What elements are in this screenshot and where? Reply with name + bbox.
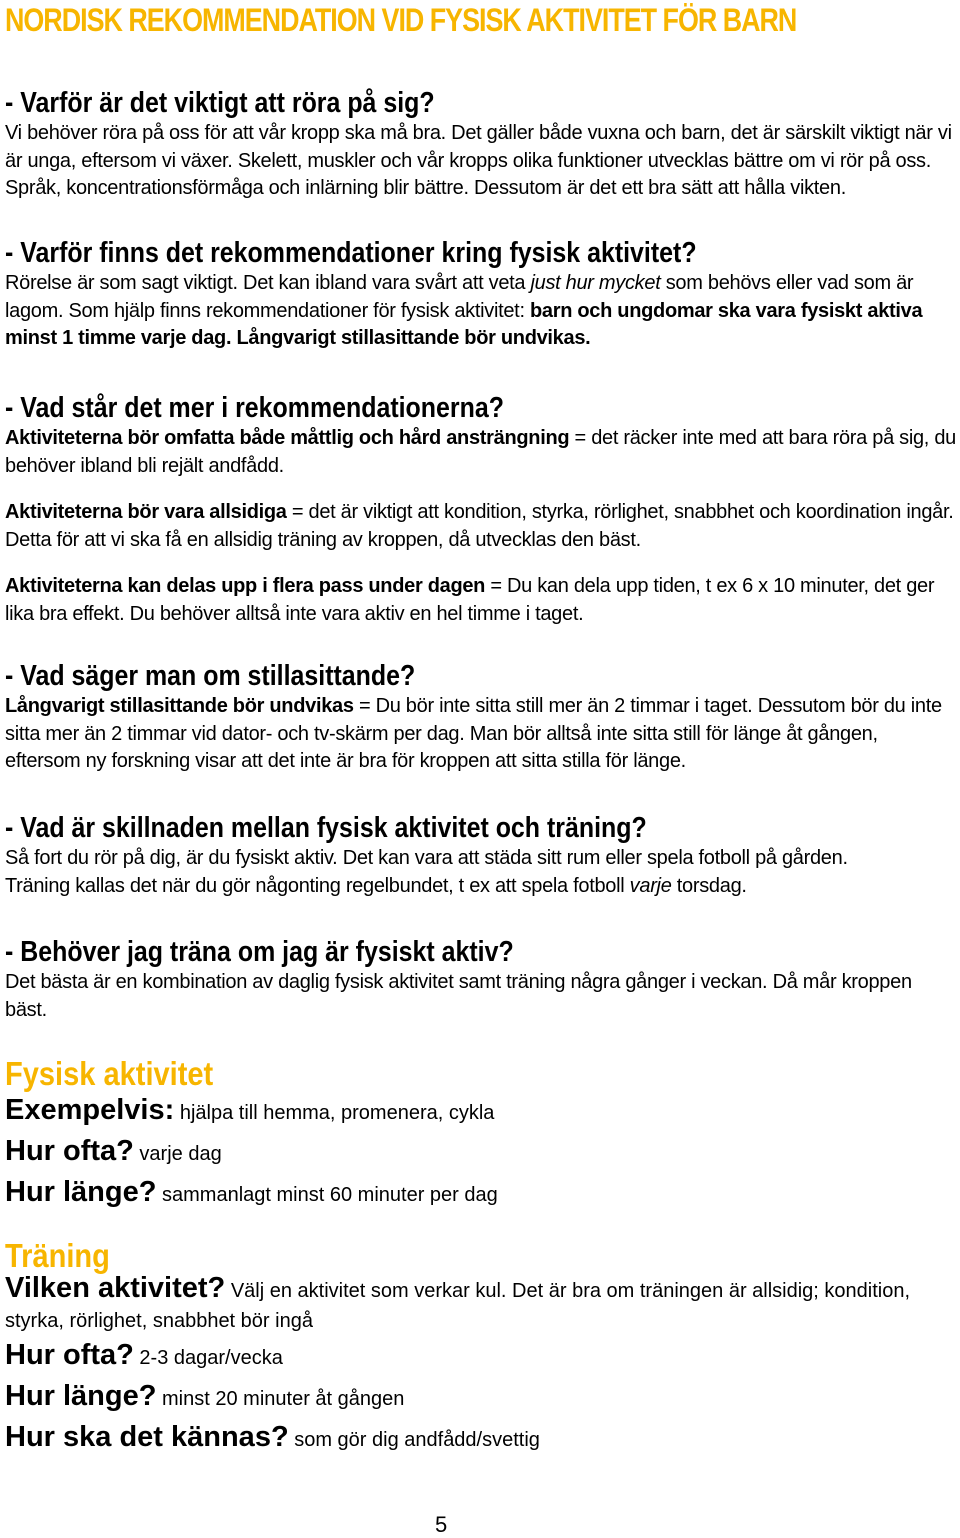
qa-row: Hur länge? sammanlagt minst 60 minuter per dag (5, 1176, 498, 1208)
section-heading: - Varför finns det rekommendationer kring fysisk aktivitet? (5, 237, 697, 269)
section-why-move (5, 86, 957, 203)
section-difference (5, 811, 957, 900)
qa-row: Hur ofta? 2-3 dagar/vecka (5, 1339, 283, 1371)
section-heading: - Vad står det mer i rekommendationerna? (5, 392, 504, 424)
page-number: 5 (435, 1512, 448, 1537)
fysisk-aktivitet-title: Fysisk aktivitet (5, 1055, 214, 1092)
qa-row: Exempelvis: hjälpa till hemma, promenera, cykla (5, 1094, 495, 1126)
fysisk-aktivitet-box (5, 1056, 957, 1215)
section-heading: - Behöver jag träna om jag är fysiskt aktiv? (5, 936, 514, 968)
section-text: Vi behöver röra på oss för att vår kropp ska må bra. Det gäller både vuxna och barn, det är särskilt viktigt när vi är unga, eftersom vi växer. Skelett, muskler och vår kropps olika funktioner utvecklas bättre om vi rör på oss. Språk, koncentrationsförmåga och inlärning blir bättre. Dessutom är det ett bra sätt att hålla vikten. (5, 122, 952, 199)
qa-row: Vilken aktivitet? Välj en aktivitet som verkar kul. Det är bra om träningen är allsidig; kondition, styrka, rörlighet, snabbhet bör ingå (5, 1272, 911, 1332)
section-text: Rörelse är som sagt viktigt. Det kan ibland vara svårt att veta just hur mycket som behövs eller vad som är lagom. Som hjälp finns rekommendationer för fysisk aktivitet: barn och ungdomar ska vara fysiskt aktiva minst 1 timme varje dag. Långvarigt stillasittande bör undvikas. (5, 272, 923, 349)
section-paragraph: Aktiviteterna bör vara allsidiga = det är viktigt att kondition, styrka, rörlighet, snabbhet och koordination ingår. Detta för att vi ska få en allsidig träning av kroppen, då utvecklas den bäst. (5, 501, 954, 551)
section-heading: - Varför är det viktigt att röra på sig? (5, 87, 435, 119)
section-text: Det bästa är en kombination av daglig fysisk aktivitet samt träning några gånger i veckan. Då mår kroppen bäst. (5, 971, 912, 1021)
traning-title: Träning (5, 1237, 110, 1274)
section-text: Långvarigt stillasittande bör undvikas = Du bör inte sitta still mer än 2 timmar i taget. Dessutom bör du inte sitta mer än 2 timmar vid dator- och tv-skärm per dag. Man bör alltså inte sitta still för länge åt gången, eftersom ny forskning visar att det inte är bra för kroppen att sitta stilla för länge. (5, 695, 942, 772)
section-paragraph: Aktiviteterna kan delas upp i flera pass under dagen = Du kan dela upp tiden, t ex 6 x 10 minuter, det ger lika bra effekt. Du behöver alltså inte vara aktiv en hel timme i taget. (5, 575, 935, 625)
section-text: Så fort du rör på dig, är du fysiskt aktiv. Det kan vara att städa sitt rum eller spela fotboll på gården. (5, 847, 848, 869)
section-sitting (5, 659, 957, 776)
section-text: Träning kallas det när du gör någonting regelbundet, t ex att spela fotboll varje torsdag. (5, 874, 747, 897)
section-paragraph: Aktiviteterna bör omfatta både måttlig och hård ansträngning = det räcker inte med att bara röra på sig, du behöver ibland bli rejält andfådd. (5, 427, 956, 477)
page-title: NORDISK REKOMMENDATION VID FYSISK AKTIVITET FÖR BARN (5, 2, 797, 38)
section-why-recommendations (5, 236, 957, 353)
traning-box (5, 1238, 957, 1460)
section-need-training (5, 935, 957, 1024)
section-heading: - Vad är skillnaden mellan fysisk aktivitet och träning? (5, 812, 647, 844)
section-heading: - Vad säger man om stillasittande? (5, 660, 416, 692)
qa-row: Hur ofta? varje dag (5, 1135, 222, 1167)
qa-row: Hur länge? minst 20 minuter åt gången (5, 1380, 405, 1412)
section-more-recommendations (5, 391, 957, 628)
qa-row: Hur ska det kännas? som gör dig andfådd/svettig (5, 1421, 540, 1453)
